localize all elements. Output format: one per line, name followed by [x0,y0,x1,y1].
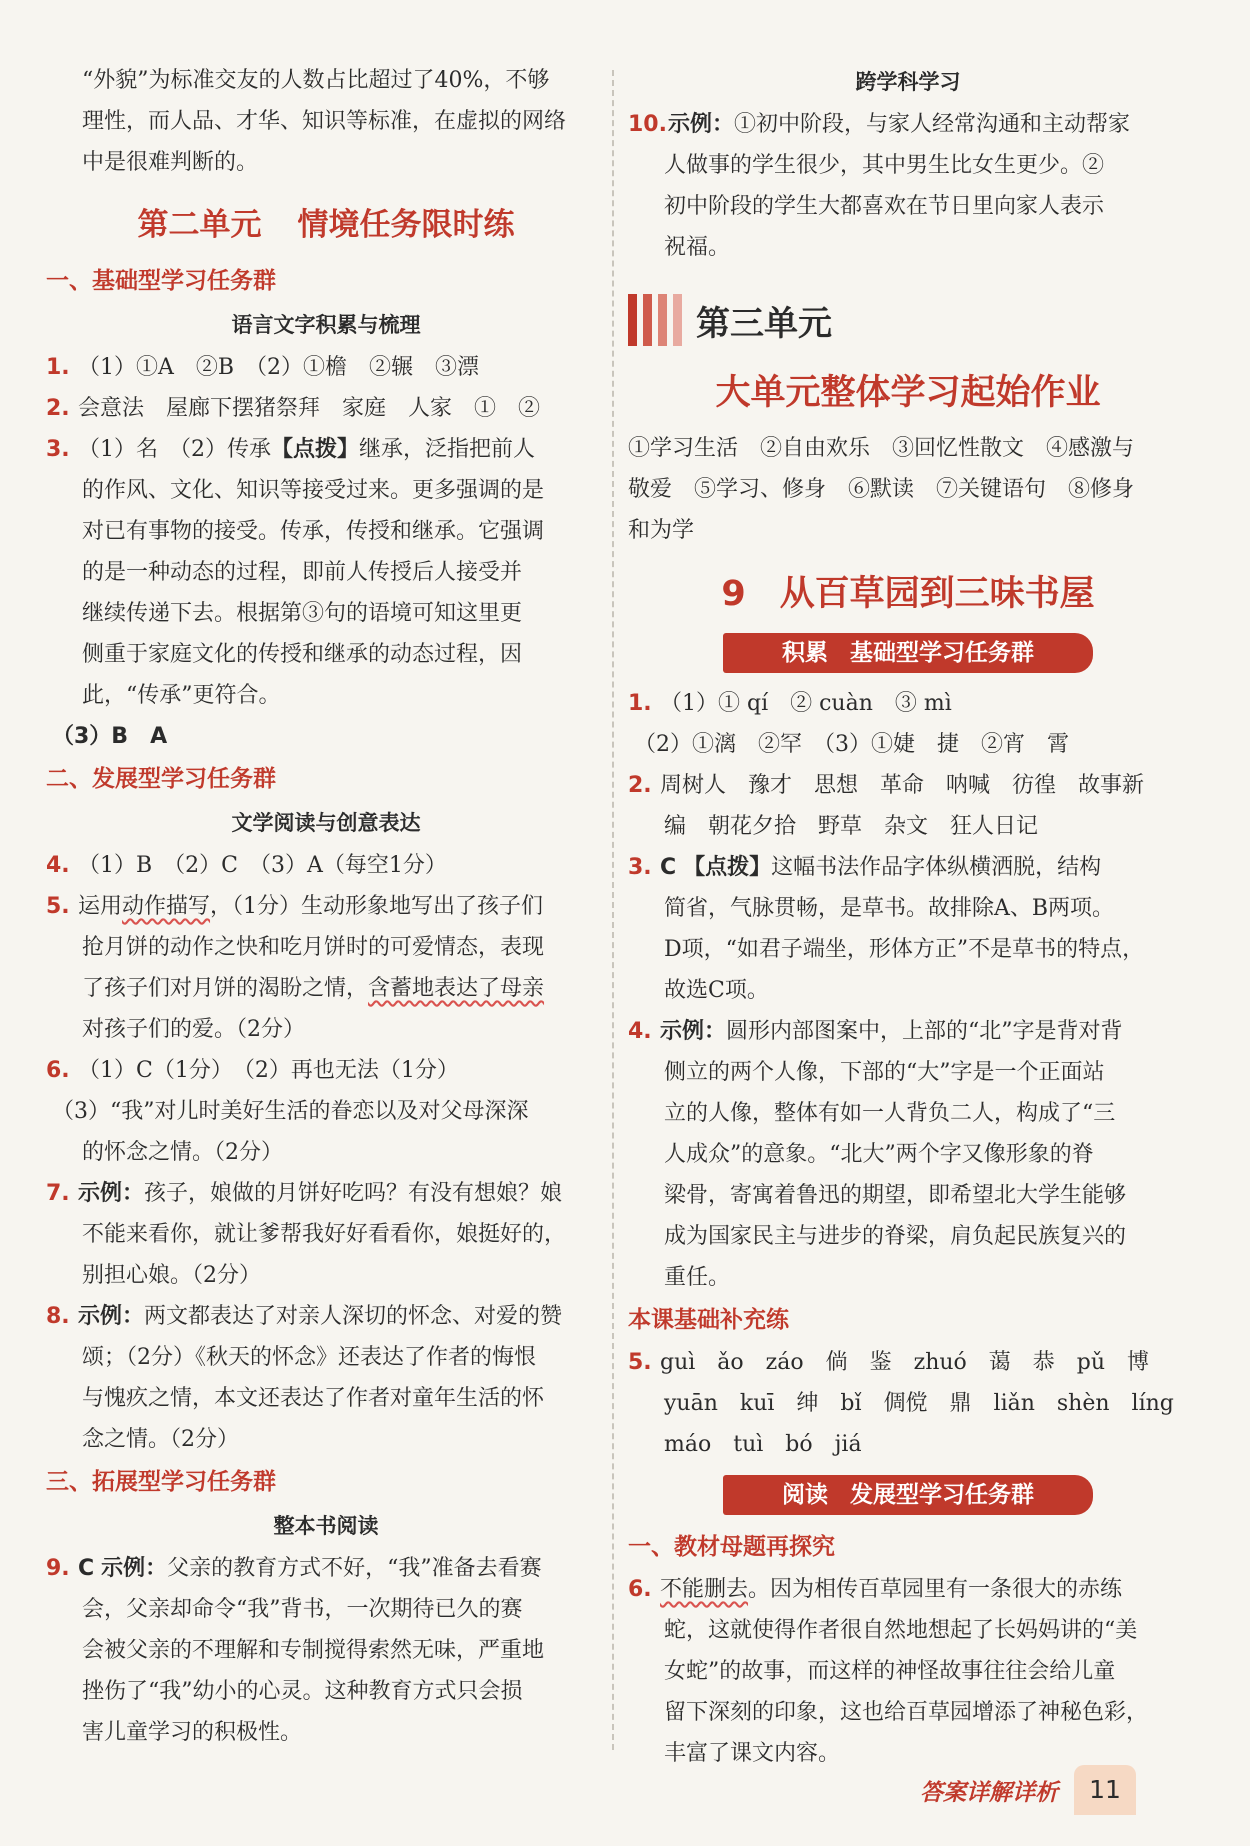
question-4 [46,845,606,886]
column-divider [612,70,614,1750]
answer-line: 念之情。（2分） [82,1427,239,1452]
question-5 [46,886,606,1050]
answer-line: 的怀念之情。（2分） [82,1140,283,1165]
answer-line: 编 朝花夕拾 野草 杂文 狂人日记 [664,814,1039,839]
lesson-name: 从百草园到三味书屋 [779,574,1095,614]
section-subheading: 文学阅读与创意表达 [231,811,421,835]
answer-line [46,968,606,1009]
unit2-title [46,195,606,255]
question-number: 4. [628,1019,652,1044]
example-label: 示例： [660,1019,727,1044]
question-number: 1. [46,355,70,380]
answer-line: 祝福。 [664,235,731,260]
answer-text: 继承，泛指把前人 [359,437,536,462]
answer-line: D项，“如君子端坐，形体方正”不是草书的特点， [664,937,1145,962]
section-banner [723,1475,1093,1515]
answer-text: 圆形内部图案中，上部的“北”字是背对背 [726,1019,1123,1044]
lesson-number: 9 [721,574,746,614]
answer-choice: C [660,855,677,880]
answer-line: 不能来看你，就让爹帮我好好看看你，娘挺好的， [82,1222,567,1247]
question-number: 4. [46,853,70,878]
page-number: 11 [1074,1765,1136,1815]
answer-line: 对孩子们的爱。（2分） [82,1017,305,1042]
answer-text: （1）C（1分） （2）再也无法（1分） [78,1058,459,1083]
question-number: 1. [628,691,652,716]
example-label: 示例： [668,112,735,137]
unit3-big-title: 大单元整体学习起始作业 [715,373,1101,413]
unit3-header [628,282,1188,358]
question-number: 9. [46,1556,70,1581]
answer-text: ①初中阶段，与家人经常沟通和主动帮家 [734,112,1131,137]
answer-line: 的作风、文化、知识等接受过来。更多强调的是 [82,478,545,503]
answer-line: yuān kuī 绅 bǐ 倜傥 鼎 liǎn shèn líng [664,1391,1174,1416]
section-subheading: 整本书阅读 [273,1514,379,1538]
answer-text: 孩子，娘做的月饼好吃吗？有没有想娘？娘 [144,1181,563,1206]
answer-line: 故选C项。 [664,978,769,1003]
lesson-title [628,557,1188,631]
question-9 [46,1548,606,1753]
answer-line: máo tuì bó jiá [664,1432,862,1457]
answer-line: 会，父亲却命令“我”背书，一次期待已久的赛 [82,1597,523,1622]
question-10 [628,104,1188,268]
answer-text: 。因为相传百草园里有一条很大的赤练 [748,1577,1123,1602]
question-number: 5. [628,1350,652,1375]
answer-line: ①学习生活 ②自由欢乐 ③回忆性散文 ④感激与 [628,436,1135,461]
banner-label-a: 阅读 [782,1482,828,1508]
highlighted-text: 含蓄地表达了母亲 [368,976,545,1001]
answer-choice: C [78,1556,95,1581]
answer-line: 害儿童学习的积极性。 [82,1720,303,1745]
answer-line: 人成众”的意象。“北大”两个字又像形象的脊 [664,1142,1094,1167]
answer-line: 留下深刻的印象，这也给百草园增添了神秘色彩， [664,1700,1149,1725]
answer-line: 此，“传承”更符合。 [82,683,281,708]
answer-text: ，（1分）生动形象地写出了孩子们 [210,894,544,919]
question-number: 3. [628,855,652,880]
right-column [628,60,1188,1774]
answer-line: 侧重于家庭文化的传授和继承的动态过程，因 [82,642,523,667]
question-5 [628,1342,1188,1465]
banner-label-b: 发展型学习任务群 [850,1482,1034,1508]
question-number: 5. [46,894,70,919]
answer-line: 和为学 [628,518,695,543]
answer-line: 丰富了课文内容。 [664,1741,841,1766]
question-number: 6. [46,1058,70,1083]
answer-line: 人做事的学生很少，其中男生比女生更少。② [664,153,1105,178]
footer-label: 答案详解详析 [920,1779,1058,1806]
question-number: 10. [628,112,667,137]
answer-text: （1）B （2）C （3）A（每空1分） [78,853,447,878]
answer-text: （1）名 （2）传承 [78,437,271,462]
section-banner [723,633,1093,673]
answer-line: 成为国家民主与进步的脊梁，肩负起民族复兴的 [664,1224,1127,1249]
question-3 [46,429,606,757]
highlighted-text: 动作描写 [122,894,211,919]
answer-line: 梁骨，寄寓着鲁迅的期望，即希望北大学生能够 [664,1183,1127,1208]
answer-line: （3）B A [52,724,168,749]
answer-text: 周树人 豫才 思想 革命 呐喊 彷徨 故事新 [660,773,1145,798]
decorative-bars-icon [628,294,682,346]
answer-line: 立的人像，整体有如一人背负二人，构成了“三 [664,1101,1116,1126]
question-number: 3. [46,437,70,462]
answer-line: 重任。 [664,1265,731,1290]
tip-label: 【点拨】 [271,437,360,462]
intro-line: “外貌”为标准交友的人数占比超过了40%，不够 [82,68,550,93]
intro-line: 理性，而人品、才华、知识等标准，在虚拟的网络 [82,109,567,134]
answer-line: 颂；（2分）《秋天的怀念》还表达了作者的悔恨 [82,1345,536,1370]
answer-line: 挫伤了“我”幼小的心灵。这种教育方式只会损 [82,1679,523,1704]
question-8 [46,1296,606,1460]
answer-text: 了孩子们对月饼的渴盼之情， [82,976,369,1001]
unit3-title: 第三单元 [696,303,832,344]
answer-text: 父亲的教育方式不好，“我”准备去看赛 [167,1556,542,1581]
question-1 [628,683,1188,765]
answer-line: 侧立的两个人像，下部的“大”字是一个正面站 [664,1060,1105,1085]
answer-line: （3）“我”对儿时美好生活的眷恋以及对父母深深 [52,1099,529,1124]
group-heading: 二、发展型学习任务群 [46,766,276,792]
question-1 [46,347,606,388]
answer-line: 对已有事物的接受。传承，传授和继承。它强调 [82,519,545,544]
answer-line: 蛇，这就使得作者很自然地想起了长妈妈讲的“美 [664,1618,1138,1643]
answer-line: 简省，气脉贯畅，是草书。故排除A、B两项。 [664,896,1115,921]
question-number: 8. [46,1304,70,1329]
answer-text: （1）① qí ② cuàn ③ mì [660,691,952,716]
example-label: 示例： [78,1181,145,1206]
answer-line: 敬爱 ⑤学习、修身 ⑥默读 ⑦关键语句 ⑧修身 [628,477,1135,502]
left-column [46,60,606,1753]
banner-label-a: 积累 [782,640,828,666]
group-heading: 一、教材母题再探究 [628,1534,835,1560]
tip-label: 【点拨】 [683,855,772,880]
question-7 [46,1173,606,1296]
intro-line: 中是很难判断的。 [82,150,259,175]
example-label: 示例： [101,1556,168,1581]
answer-line: 与愧疚之情，本文还表达了作者对童年生活的怀 [82,1386,545,1411]
answer-line: 的是一种动态的过程，即前人传授后人接受并 [82,560,523,585]
answer-line: 初中阶段的学生大都喜欢在节日里向家人表示 [664,194,1105,219]
answer-text: 会意法 屋廊下摆猪祭拜 家庭 人家 ① ② [78,396,541,421]
question-number: 2. [46,396,70,421]
banner-label-b: 基础型学习任务群 [850,640,1034,666]
answer-line: 会被父亲的不理解和专制搅得索然无味，严重地 [82,1638,545,1663]
section-subheading: 跨学科学习 [855,70,961,94]
highlighted-text: 不能删去 [660,1577,749,1602]
question-6 [46,1050,606,1173]
question-2 [46,388,606,429]
question-number: 6. [628,1577,652,1602]
question-number: 2. [628,773,652,798]
question-4 [628,1011,1188,1298]
page-footer [920,1765,1136,1815]
answer-text: 运用 [78,894,123,919]
answer-text: 这幅书法作品字体纵横洒脱，结构 [771,855,1102,880]
group-heading: 三、拓展型学习任务群 [46,1469,276,1495]
unit2-title-b: 情境任务限时练 [297,207,515,243]
answer-line: 继续传递下去。根据第③句的语境可知这里更 [82,601,523,626]
group-heading: 一、基础型学习任务群 [46,268,276,294]
unit2-title-a: 第二单元 [137,207,262,243]
group-heading: 本课基础补充练 [628,1307,789,1333]
question-2 [628,765,1188,847]
answer-line: 别担心娘。（2分） [82,1263,261,1288]
question-3 [628,847,1188,1011]
question-6 [628,1569,1188,1774]
section-subheading: 语言文字积累与梳理 [231,313,421,337]
example-label: 示例： [78,1304,145,1329]
answer-text: 两文都表达了对亲人深切的怀念、对爱的赞 [144,1304,563,1329]
answer-line: （2）①漓 ②罕 （3）①婕 捷 ②宵 霄 [634,732,1069,757]
answer-line: 抢月饼的动作之快和吃月饼时的可爱情态，表现 [82,935,545,960]
answer-text: （1）①A ②B （2）①檐 ②辗 ③漂 [78,355,480,380]
answer-text: guì ǎo záo 倘 鉴 zhuó 蔼 恭 pǔ 博 [660,1350,1150,1375]
question-number: 7. [46,1181,70,1206]
answer-line: 女蛇”的故事，而这样的神怪故事往往会给儿童 [664,1659,1116,1684]
